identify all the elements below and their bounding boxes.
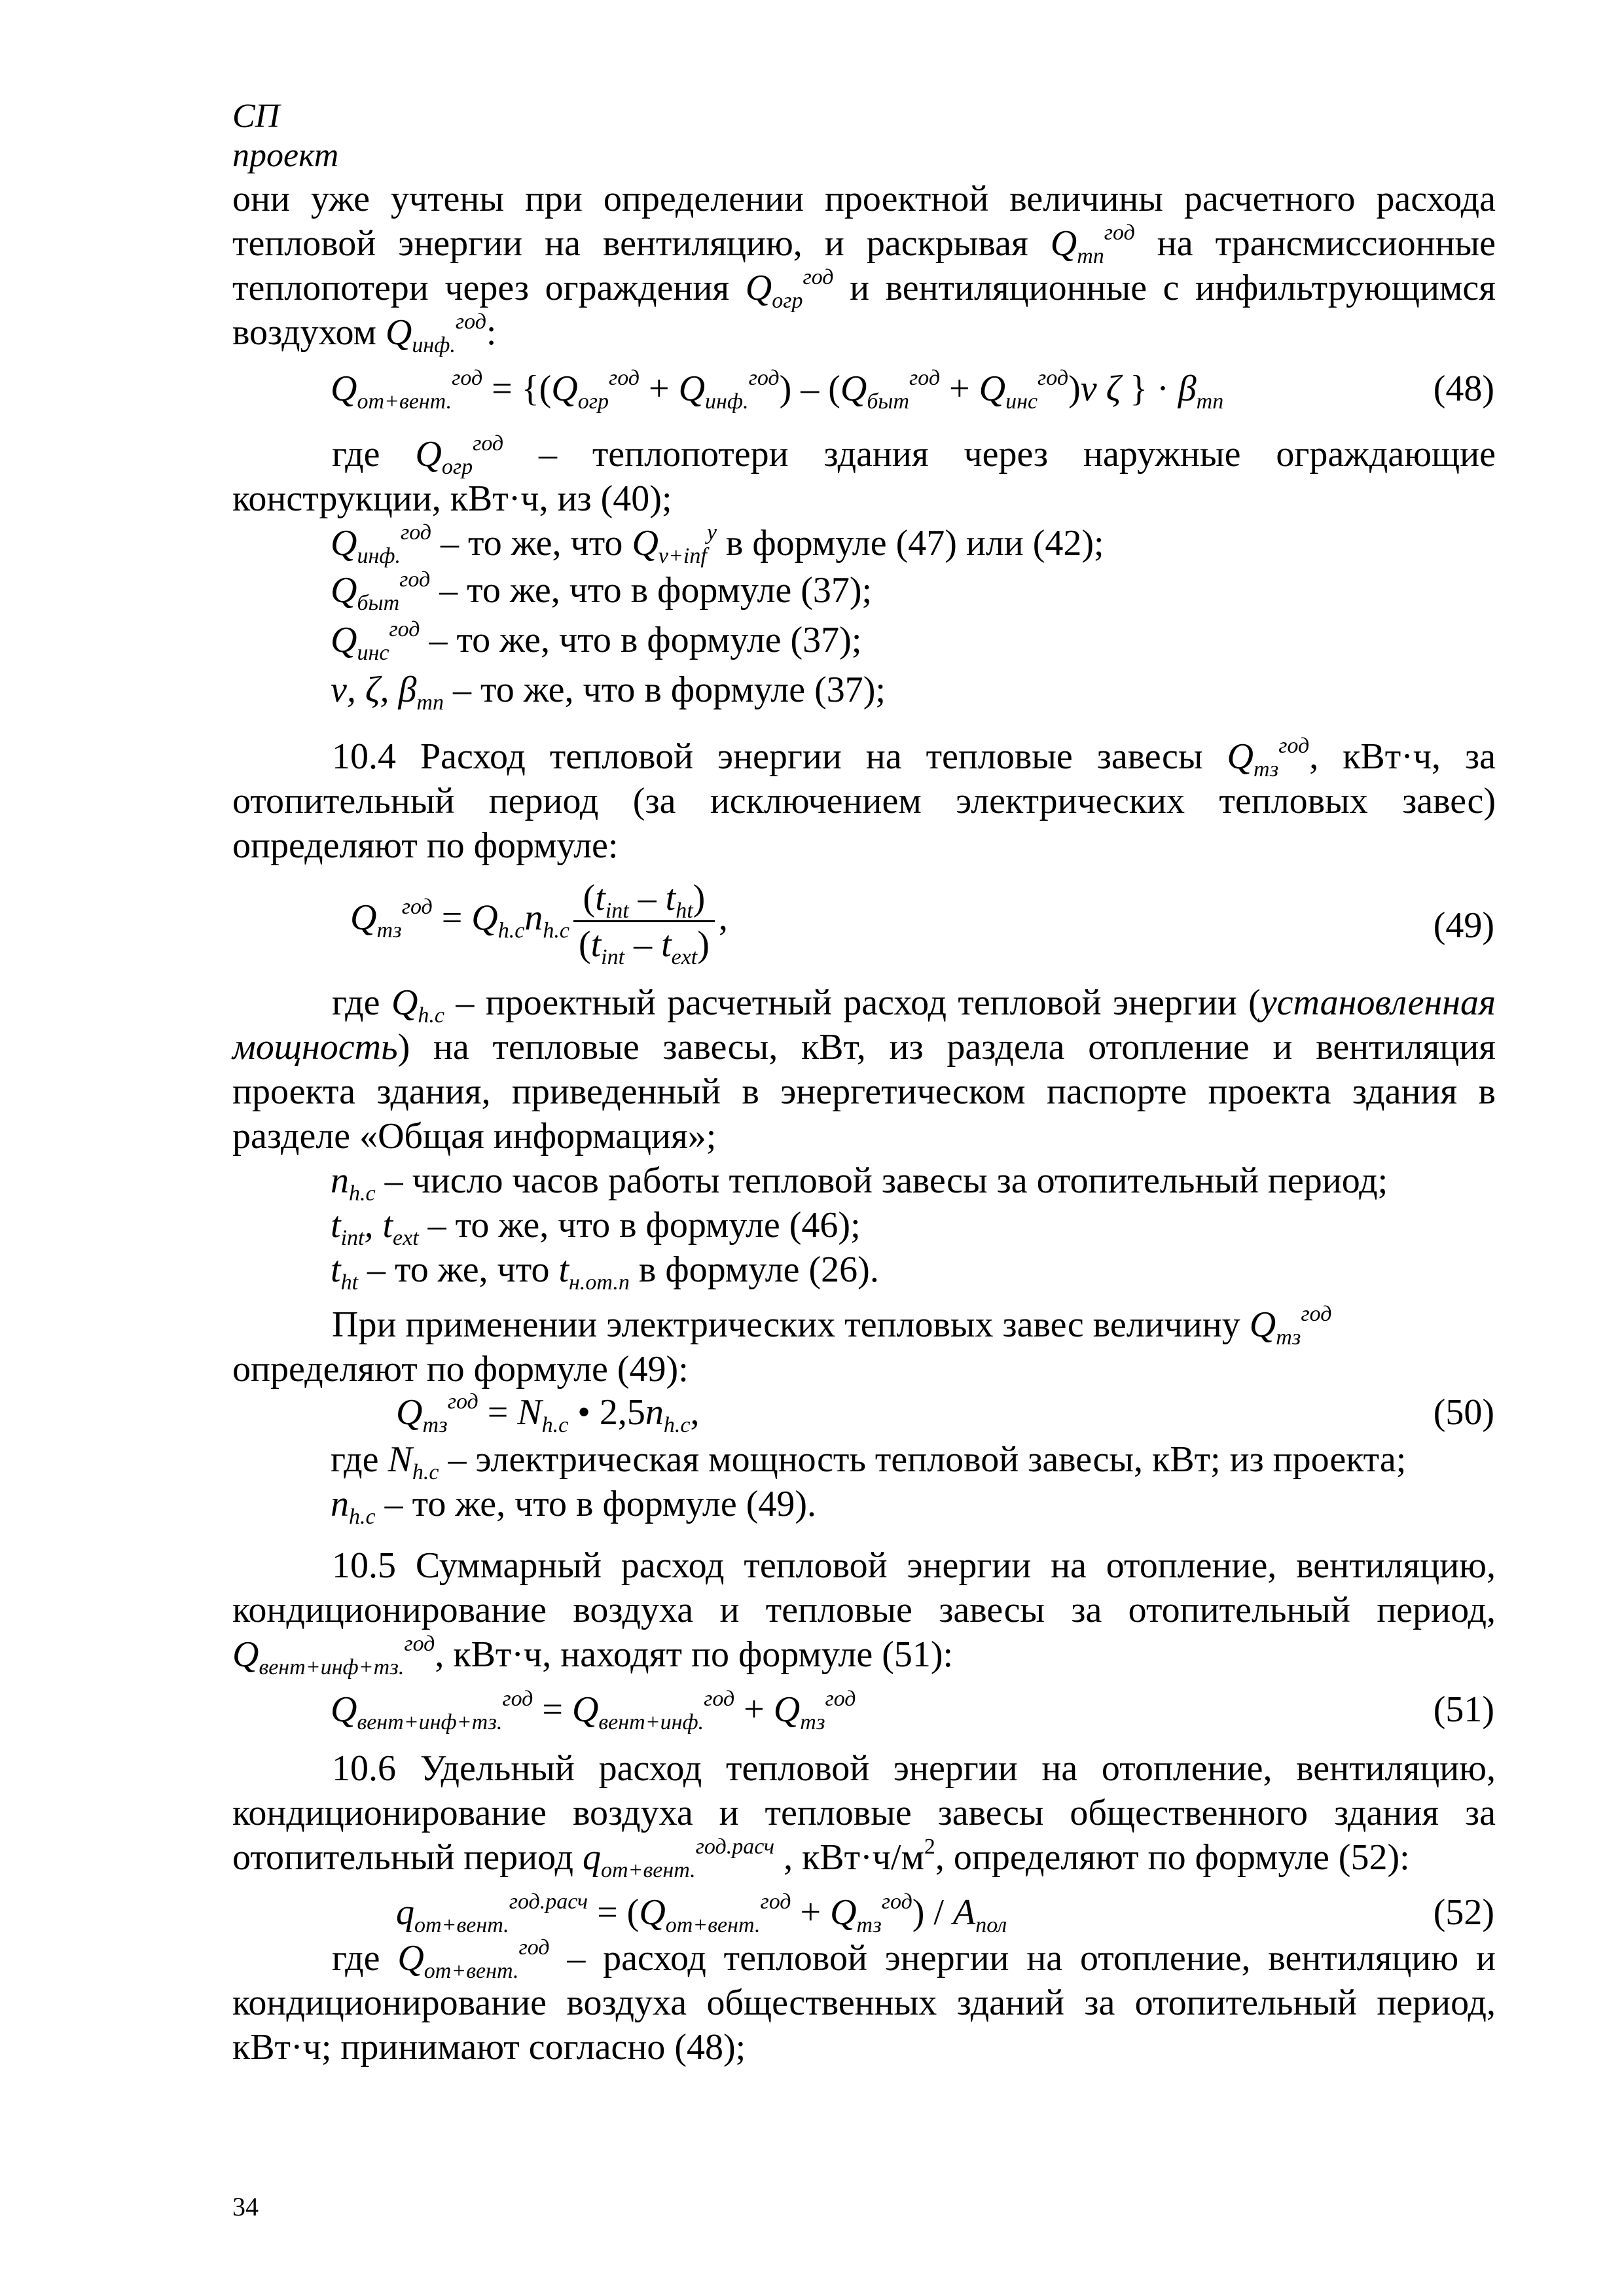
header-code: СП (232, 98, 280, 135)
intro-paragraph: они уже учтены при определении проектной величины расчетного расхода тепловой энергии на вентиляцию, и раскрывая $Q_{тп}^{год}$ на трансмиссионные теплопотери через ограждения $Q_{огр}^{год}$ и вентиляционные с инфильтрующимся воздухом $Q_{инф.}^{год}$: (232, 179, 1496, 357)
where-48-paragraph: где $Q_{огр}^{год}$ – теплопотери здания через наружные ограждающие конструкции, кВт·ч, из (40); (232, 431, 1496, 519)
section-10-6: 10.6 Удельный расход тепловой энергии на отопление, вентиляцию, кондиционирование воздуха и тепловые завесы общественного здания за отопительный период $q_{от+вент.}^{год.расч}$ , $кВт\cdot ч/м^2$, определяют по формуле (52): (232, 1748, 1496, 1882)
where-48-item-byt: $Q_{быт}^{год}$ – то же, что в формуле (37); (331, 567, 873, 615)
formula-51-number: (51) (1433, 1689, 1494, 1730)
formula-48: $Q_{от+вент.}^{год} = \{(Q_{огр}^{год} + Q_{инф.}^{год}) - (Q_{быт}^{год} + Q_{инс}^{год})\nu$ ζ } · $\beta_{тп}$ (331, 366, 1224, 414)
section-10-4: 10.4 Расход тепловой энергии на тепловые завесы $Q_{тз}^{год}$, кВт·ч, за отопительный период (за исключением электрических тепловых завес) определяют по формуле: (232, 734, 1496, 866)
formula-52-number: (52) (1433, 1892, 1494, 1933)
formula-50-number: (50) (1433, 1392, 1494, 1433)
where-48-item-coeffs: ν, ζ, $\beta_{тп}$ – то же, что в формуле (37); (331, 670, 886, 715)
formula-51: $Q_{вент+инф+тз.}^{год} = Q_{вент+инф.}^{год} + Q_{тз}^{год}$ (331, 1687, 856, 1734)
where-49-item-tht: $t_{ht}$ – то же, что $t_{н.от.п}$ в формуле (26). (331, 1249, 879, 1295)
formula-48-number: (48) (1433, 368, 1494, 409)
formula-49-fraction: $\frac{(t_{int} - t_{ht})}{(t_{int} - t_{ext})}$ (573, 876, 715, 967)
where-48-item-inf: $Q_{инф.}^{год}$ – то же, что $Q_{v+inf}^y$ в формуле (47) или (42); (331, 520, 1104, 568)
formula-50: $Q_{тз}^{год} = N_{h.c}$ • $2,5n_{h.c}$, (396, 1390, 700, 1437)
electric-curtains-paragraph: При применении электрических тепловых завес величину $Q_{тз}^{год}$ определяют по формуле (49): (232, 1302, 1332, 1390)
where-50-item-hours: $n_{h.c}$ – то же, что в формуле (49). (331, 1484, 816, 1529)
where-52-paragraph: где $Q_{от+вент.}^{год}$ – расход тепловой энергии на отопление, вентиляцию и кондиционирование воздуха общественных зданий за отопительный период, кВт·ч; принимают согласно (48); (232, 1935, 1496, 2068)
header-status: проект (232, 137, 339, 174)
formula-52: $q_{от+вент.}^{год.расч} = (Q_{от+вент.}^{год} + Q_{тз}^{год}) / A_{пол}$ (396, 1890, 1007, 1937)
where-49-item-temps: $t_{int}$, $t_{ext}$ – то же, что в формуле (46); (331, 1205, 861, 1250)
where-50-item-nhc-power: где $N_{h.c}$ – электрическая мощность тепловой завесы, кВт; из проекта; (331, 1439, 1407, 1484)
section-10-5: 10.5 Суммарный расход тепловой энергии на отопление, вентиляцию, кондиционирование воздуха и тепловые завесы за отопительный период, $Q_{вент+инф+тз.}^{год}$, кВт·ч, находят по формуле (51): (232, 1545, 1496, 1679)
where-49-item-nhc: $n_{h.c}$ – число часов работы тепловой завесы за отопительный период; (331, 1160, 1388, 1206)
page-number: 34 (232, 2192, 259, 2221)
where-48-item-ins: $Q_{инс}^{год}$ – то же, что в формуле (37); (331, 617, 862, 665)
formula-49-number: (49) (1433, 905, 1494, 946)
formula-49: $Q_{тз}^{год} = Q_{h.c}n_{h.c}$ $\frac{(t_{int} - t_{ht})}{(t_{int} - t_{ext})}$ , (350, 876, 728, 967)
where-49-paragraph: где $Q_{h.c}$ – проектный расчетный расход тепловой энергии (установленная мощность) на тепловые завесы, кВт, из раздела отопление и вентиляция проекта здания, приведенный в энергетическом паспорте проекта здания в разделе «Общая информация»; (232, 982, 1496, 1157)
